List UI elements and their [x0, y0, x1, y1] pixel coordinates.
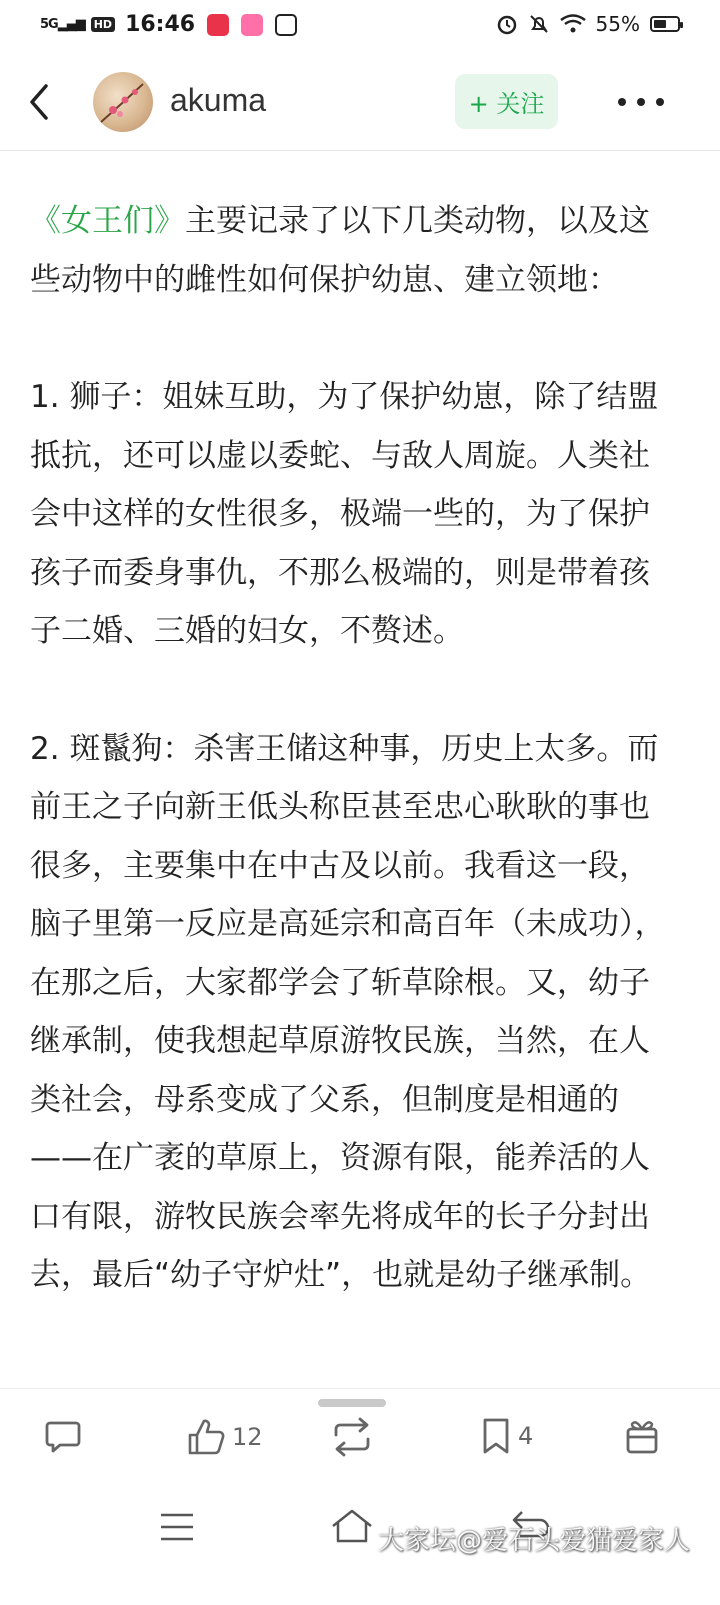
back-arrow-icon[interactable] [22, 80, 62, 124]
app-notification-icon [275, 14, 297, 36]
post-action-bar [0, 1388, 720, 1489]
post-body [30, 192, 680, 1364]
menu-icon[interactable] [160, 1512, 194, 1542]
like-count: 12 [232, 1423, 263, 1451]
comment-button[interactable] [44, 1417, 82, 1455]
book-title-link[interactable]: 《女王们》 [30, 203, 185, 239]
gift-button[interactable] [624, 1417, 660, 1455]
app-notification-icon [207, 14, 229, 36]
alarm-icon [496, 13, 518, 35]
intro-text: 主要记录了以下几类动物，以及这些动物中的雌性如何保护幼崽、建立领地： [30, 203, 650, 298]
battery-percent: 55% [595, 12, 640, 36]
status-left [40, 12, 297, 37]
mute-bell-icon [528, 13, 550, 35]
repost-icon [330, 1417, 374, 1457]
watermark: 大家坛@爱石头爱猫爱家人 [377, 1526, 690, 1556]
battery-icon [650, 16, 680, 32]
more-options-icon[interactable] [618, 92, 664, 112]
bookmark-button[interactable] [480, 1417, 533, 1455]
thumbs-up-icon [186, 1417, 226, 1457]
post-intro-paragraph [30, 192, 680, 309]
gift-icon [624, 1417, 660, 1455]
status-bar [0, 0, 720, 56]
post-header [0, 56, 720, 151]
author-username[interactable]: akuma [170, 82, 267, 118]
hd-badge: HD [91, 17, 115, 32]
like-button[interactable] [186, 1417, 263, 1457]
avatar[interactable] [93, 72, 153, 132]
signal-label: 5G [40, 17, 58, 32]
bookmark-icon [480, 1417, 512, 1455]
signal-indicator: 5G▂▄▆ [40, 17, 85, 32]
wifi-icon [560, 14, 586, 34]
app-notification-icon [241, 14, 263, 36]
avatar-image [93, 72, 153, 132]
bookmark-count: 4 [518, 1422, 534, 1450]
clock-time: 16:46 [125, 12, 196, 37]
comment-icon [44, 1417, 82, 1455]
drag-handle[interactable] [318, 1399, 386, 1407]
status-right [496, 12, 680, 36]
lion-paragraph: 1. 狮子：姐妹互助，为了保护幼崽，除了结盟抵抗，还可以虚以委蛇、与敌人周旋。人类社会中这样的女性很多，极端一些的，为了保护孩子而委身事仇，不那么极端的，则是带着孩子二婚、三婚的妇女，不赘述。 [30, 379, 659, 649]
follow-button[interactable]: + 关注 [455, 74, 558, 129]
repost-button[interactable] [330, 1417, 374, 1457]
home-icon[interactable] [330, 1508, 374, 1544]
hyena-paragraph: 2. 斑鬣狗：杀害王储这种事，历史上太多。而前王之子向新王低头称臣甚至忠心耿耿的事也很多，主要集中在中古及以前。我看这一段，脑子里第一反应是高延宗和高百年（未成功），在那之后，大家都学会了斩草除根。又，幼子继承制，使我想起草原游牧民族，当然，在人类社会，母系变成了父系，但制度是相通的——在广袤的草原上，资源有限，能养活的人口有限，游牧民族会率先将成年的长子分封出去，最后“幼子守炉灶”，也就是幼子继承制。 [30, 730, 666, 1293]
